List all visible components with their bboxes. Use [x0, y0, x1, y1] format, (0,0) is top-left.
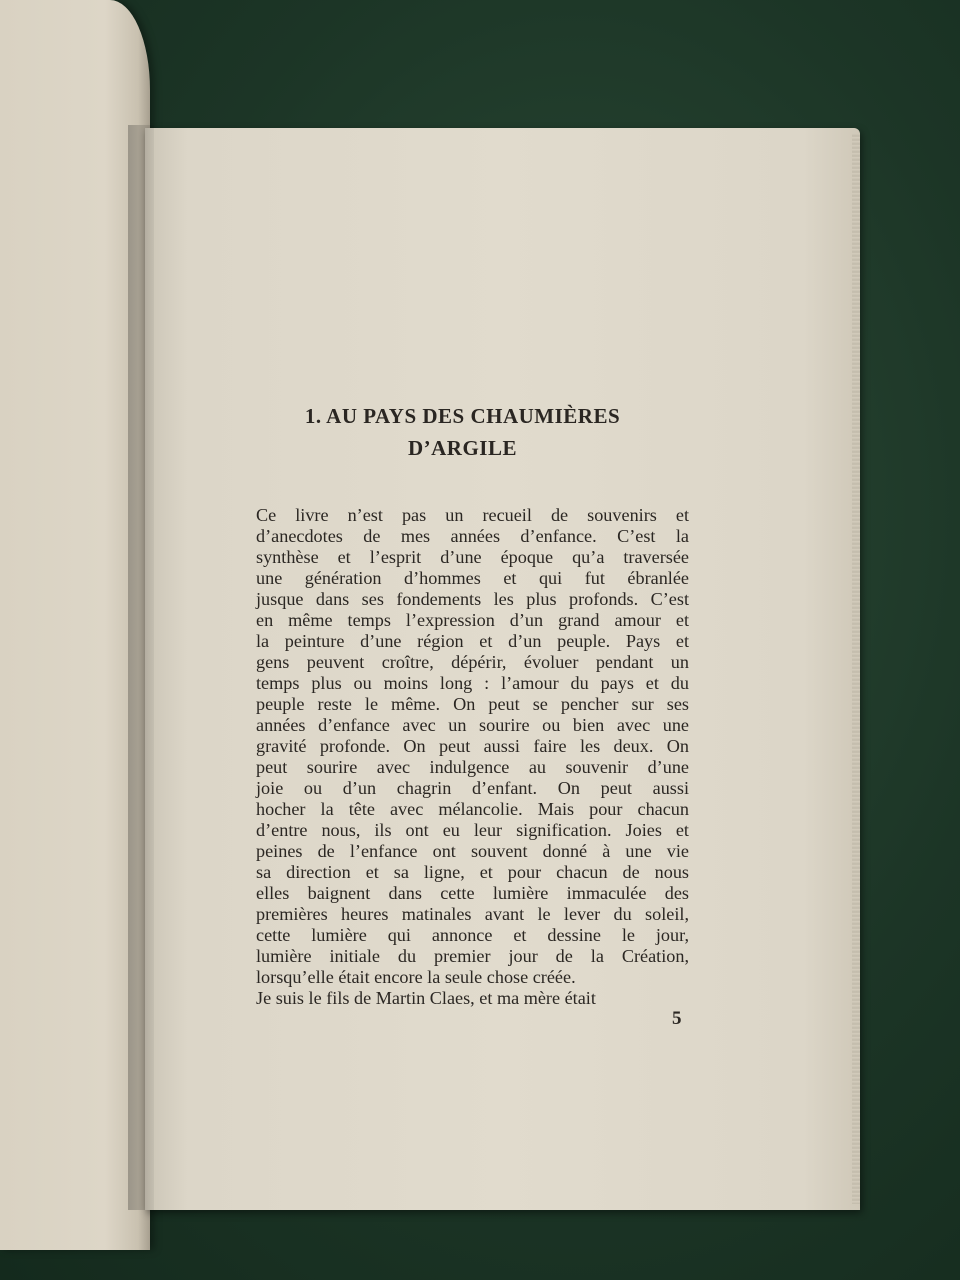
text-line: cette lumière qui annonce et dessine le jour, — [256, 925, 689, 945]
chapter-title — [235, 400, 690, 464]
text-line: premières heures matinales avant le lever du soleil, — [256, 904, 689, 924]
text-line: Ce livre n’est pas un recueil de souvenirs et — [256, 505, 689, 525]
text-line: hocher la tête avec mélancolie. Mais pour chacun — [256, 799, 689, 819]
text-line: d’entre nous, ils ont eu leur signification. Joies et — [256, 820, 689, 840]
page-number: 5 — [672, 1008, 682, 1029]
spine-shadow — [128, 125, 154, 1210]
text-line: sa direction et sa ligne, et pour chacun de nous — [256, 862, 689, 882]
text-line: d’anecdotes de mes années d’enfance. C’est la — [256, 526, 689, 546]
text-line: gens peuvent croître, dépérir, évoluer pendant un — [256, 652, 689, 672]
page-edge — [852, 134, 860, 1204]
text-line: années d’enfance avec un sourire ou bien avec une — [256, 715, 689, 735]
text-line: synthèse et l’esprit d’une époque qu’a traversée — [256, 547, 689, 567]
text-line: Je suis le fils de Martin Claes, et ma mère était — [256, 988, 596, 1008]
chapter-title-line: 1. AU PAYS DES CHAUMIÈRES — [304, 404, 621, 428]
text-line: peuple reste le même. On peut se pencher sur ses — [256, 694, 689, 714]
body-text — [256, 505, 689, 1009]
text-line: peines de l’enfance ont souvent donné à une vie — [256, 841, 689, 861]
text-line: lorsqu’elle était encore la seule chose créée. — [256, 967, 576, 987]
text-line: temps plus ou moins long : l’amour du pays et du — [256, 673, 689, 693]
text-line: peut sourire avec indulgence au souvenir d’une — [256, 757, 689, 777]
text-line: lumière initiale du premier jour de la Création, — [256, 946, 689, 966]
text-line: elles baignent dans cette lumière immaculée des — [256, 883, 689, 903]
chapter-title-line: D’ARGILE — [407, 436, 517, 460]
text-line: jusque dans ses fondements les plus profonds. C’est — [256, 589, 689, 609]
text-line: une génération d’hommes et qui fut ébranlée — [256, 568, 689, 588]
text-line: la peinture d’une région et d’un peuple. Pays et — [256, 631, 689, 651]
text-line: gravité profonde. On peut aussi faire les deux. On — [256, 736, 689, 756]
text-line: joie ou d’un chagrin d’enfant. On peut aussi — [256, 778, 689, 798]
text-line: en même temps l’expression d’un grand amour et — [256, 610, 689, 630]
